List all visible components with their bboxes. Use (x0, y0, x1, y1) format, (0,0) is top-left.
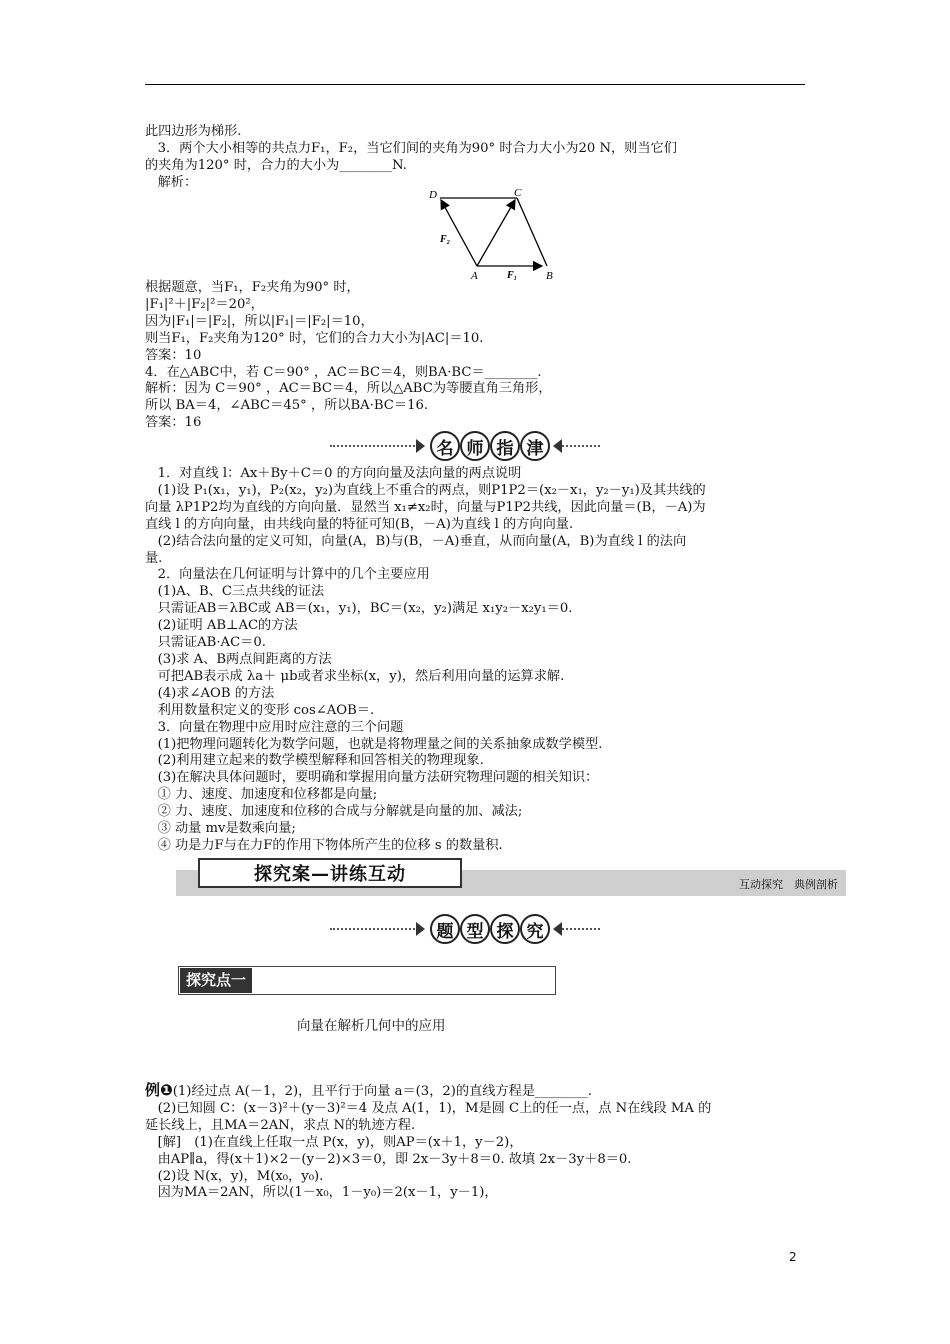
text-line: 只需证AB·AC＝0. (145, 635, 266, 651)
banner-char: 师 (460, 431, 490, 461)
text-line: ③ 动量 mv是数乘向量; (145, 821, 296, 837)
label-d: D (429, 189, 437, 201)
dotted-line (562, 928, 600, 930)
banner-char: 名 (430, 431, 460, 461)
text-line: (1)把物理问题转化为数学问题，也就是将物理量之间的关系抽象成数学模型. (145, 736, 603, 752)
banner-char: 指 (490, 431, 520, 461)
text-line: (4)求∠AOB 的方法 (145, 685, 275, 701)
text-line: 所以 BA＝4，∠ABC＝45° ，所以BA·BC＝16. (145, 398, 429, 414)
problem-3-text (145, 124, 805, 192)
text-line: 可把AB表示成 λa＋ μb或者求坐标(x，y)，然后利用向量的运算求解. (145, 668, 565, 684)
page-number: 2 (789, 1250, 797, 1264)
text-line: 则当F₁，F₂夹角为120° 时，它们的合力大小为|AC|＝10. (145, 330, 484, 346)
example-line: 由AP∥a，得(x＋1)×2－(y－2)×3＝0，即 2x－3y＋8＝0. 故填 2x－3y＋8＝0. (145, 1151, 632, 1167)
explore-point-box (178, 966, 556, 995)
example-line: 因为MA＝2AN，所以(1－x₀，1－y₀)＝2(x－1，y－1)， (145, 1185, 498, 1201)
text-line: 利用数量积定义的变形 cos∠AOB＝. (145, 702, 375, 718)
dotted-line (562, 445, 600, 447)
example-line: (2)已知圆 C：(x－3)²＋(y－3)²＝4 及点 A(1，1)，M是圆 C上的任一点，点 N在线段 MA 的 (145, 1100, 712, 1116)
text-line: (1)设 P₁(x₁，y₁)，P₂(x₂，y₂)为直线上不重合的两点，则P1P2＝(x₂－x₁，y₂－y₁)及其共线的 (145, 482, 706, 498)
banner-char: 题 (430, 914, 460, 944)
arrow-right-icon (416, 439, 425, 453)
header-rule (145, 84, 805, 85)
text-line: 2．向量法在几何证明与计算中的几个主要应用 (145, 567, 430, 583)
parallelogram-diagram (420, 186, 570, 282)
text-line: 解析： (145, 174, 198, 190)
text-line: |F₁|²＋|F₂|²＝20²， (145, 296, 264, 312)
side-cb (517, 198, 547, 266)
label-f2: F₂ (440, 234, 451, 245)
label-a: A (471, 270, 478, 282)
text-line: 3．两个大小相等的共点力F₁，F₂，当它们间的夹角为90° 时合力大小为20 N，则当它们 (145, 140, 677, 156)
text-line: 答案：10 (145, 347, 202, 363)
banner-char: 探 (490, 914, 520, 944)
explore-point-title: 向量在解析几何中的应用 (297, 1018, 446, 1034)
text-line: 直线 l 的方向向量，由共线向量的特征可知(B，－A)为直线 l 的方向向量. (145, 516, 574, 532)
text-line: 的夹角为120° 时，合力的大小为________N. (145, 157, 407, 173)
example-line: [解] (1)在直线上任取一点 P(x，y)，则AP＝(x＋1，y－2)， (145, 1134, 523, 1150)
dotted-line (330, 928, 418, 930)
text-line: ② 力、速度、加速度和位移的合成与分解就是向量的加、减法; (145, 804, 523, 820)
text-line: (3)在解决具体问题时，要明确和掌握用向量方法研究物理问题的相关知识： (145, 770, 599, 786)
label-f1: F₁ (507, 270, 518, 281)
solution-text (145, 280, 805, 432)
text-line: 1．对直线 l：Ax＋By＋C＝0 的方向向量及法向量的两点说明 (145, 466, 522, 481)
text-line: ④ 功是力F与在力F的作用下物体所产生的位移 s 的数量积. (145, 837, 503, 853)
banner-char: 津 (520, 431, 550, 461)
text-line: 因为|F₁|＝|F₂|，所以|F₁|＝|F₂|＝10， (145, 313, 374, 329)
text-line: 向量 λP1P2均为直线的方向向量．显然当 x₁≠x₂时，向量与P1P2共线，因此向量＝(B，－A)为 (145, 499, 706, 515)
text-line: 4．在△ABC中，若 C＝90° ，AC＝BC＝4，则BA·BC＝________. (145, 364, 542, 380)
text-line: 量. (145, 550, 163, 566)
example-mark: 例❶ (145, 1081, 173, 1099)
vector-f2 (441, 200, 477, 266)
arrow-left-icon (553, 439, 562, 453)
text-line: (2)结合法向量的定义可知，向量(A，B)与(B，－A)垂直，从而向量(A，B)为直线 l 的法向 (145, 533, 687, 549)
label-c: C (514, 187, 522, 199)
section-subtitle: 互动探究 典例剖析 (739, 878, 838, 891)
text-line: (2)利用建立起来的数学模型解释和回答相关的物理现象. (145, 753, 484, 769)
section-title: 探究案—讲练互动 (198, 858, 462, 888)
vector-ac (477, 200, 515, 266)
example-line: (2)设 N(x，y)，M(x₀，y₀). (145, 1168, 324, 1184)
example-line: (1)经过点 A(－1，2)，且平行于向量 a＝(3，2)的直线方程是________. (172, 1084, 592, 1099)
teacher-guide-text (145, 466, 805, 855)
label-b: B (546, 270, 553, 282)
text-line: 此四边形为梯形. (145, 124, 242, 139)
text-line: 答案：16 (145, 415, 202, 431)
text-line: 只需证AB＝λBC或 AB＝(x₁，y₁)，BC＝(x₂，y₂)满足 x₁y₂－x₂y₁＝0. (145, 601, 573, 617)
banner-char: 型 (460, 914, 490, 944)
explore-point-label: 探究点一 (180, 968, 252, 993)
banner-char: 究 (520, 914, 550, 944)
text-line: (3)求 A、B两点间距离的方法 (145, 651, 332, 667)
text-line: (2)证明 AB⊥AC的方法 (145, 618, 298, 634)
text-line: ① 力、速度、加速度和位移都是向量; (145, 787, 378, 803)
arrow-right-icon (416, 922, 425, 936)
example-line: 延长线上，且MA＝2AN，求点 N的轨迹方程. (145, 1117, 416, 1133)
banner-teacher-guide (330, 431, 600, 461)
text-line: (1)A、B、C三点共线的证法 (145, 584, 325, 600)
text-line: 3．向量在物理中应用时应注意的三个问题 (145, 719, 404, 735)
dotted-line (330, 445, 418, 447)
text-line: 解析：因为 C＝90° ，AC＝BC＝4，所以△ABC为等腰直角三角形， (145, 381, 552, 397)
example-1 (145, 1082, 805, 1202)
banner-question-types (330, 914, 600, 944)
text-line: 根据题意，当F₁，F₂夹角为90° 时， (145, 280, 360, 295)
arrow-left-icon (553, 922, 562, 936)
